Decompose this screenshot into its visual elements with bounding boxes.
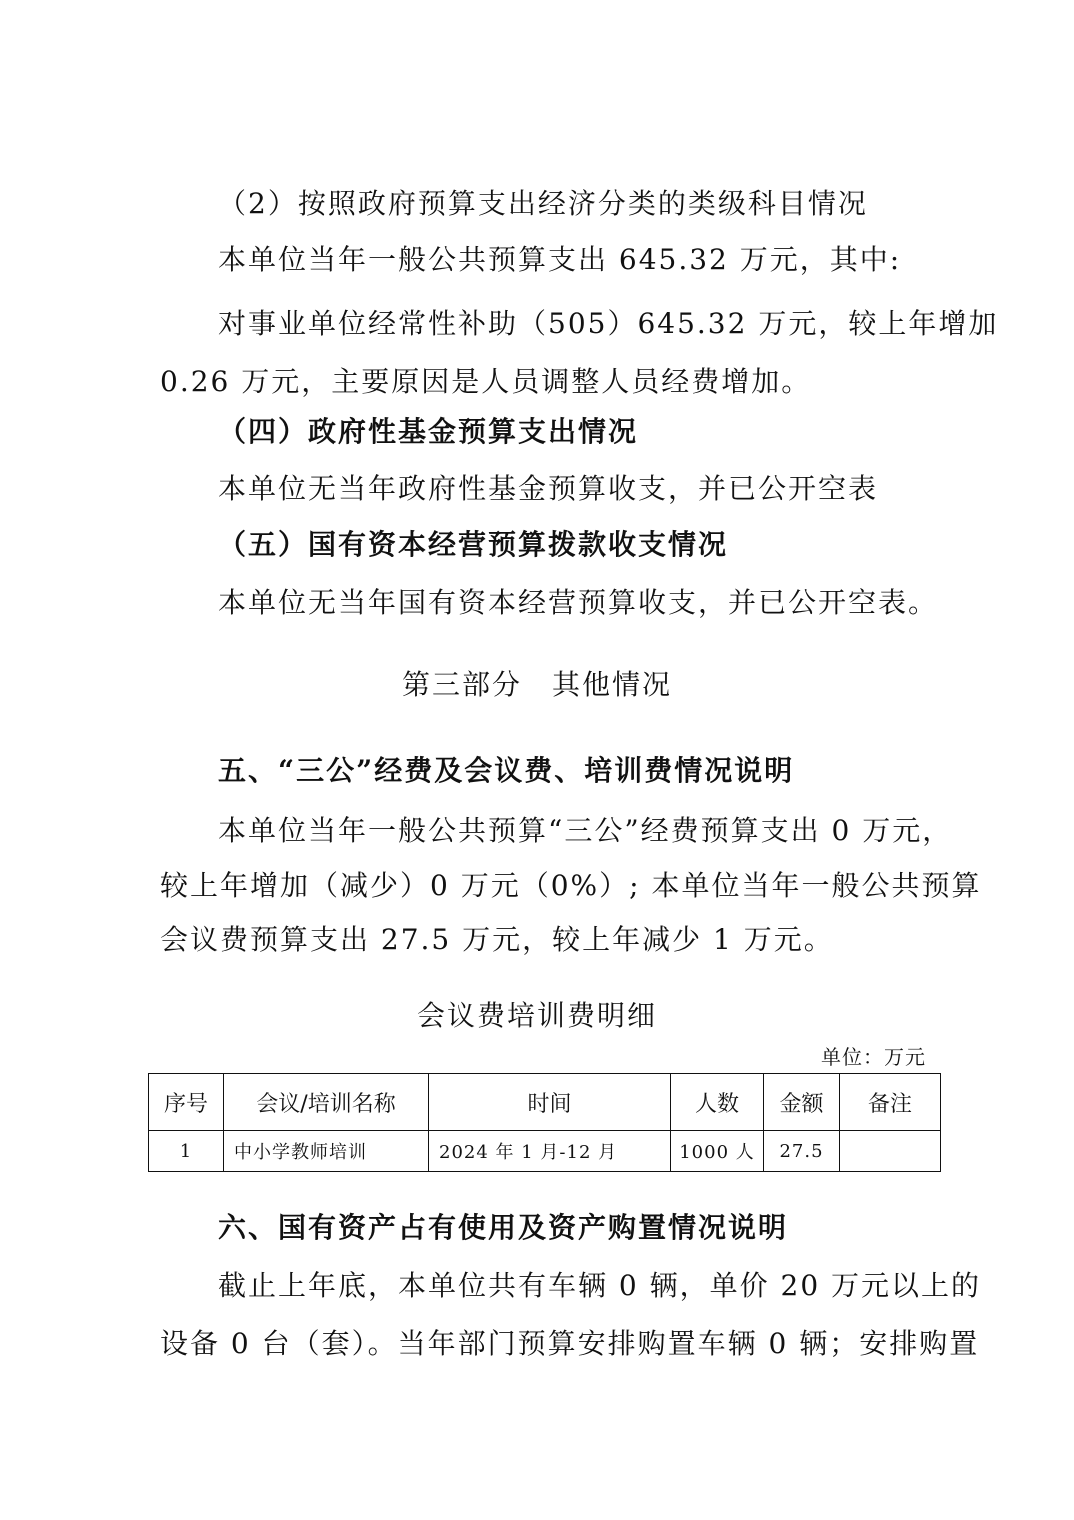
header-amount: 金额 [764,1074,840,1131]
heading-government-fund: （四）政府性基金预算支出情况 [218,415,639,448]
header-people: 人数 [671,1074,764,1131]
cell-people: 1000 人 [671,1131,764,1172]
heading-state-capital: （五）国有资本经营预算拨款收支情况 [218,528,729,561]
table-title: 会议费培训费明细 [416,999,657,1032]
cell-amount: 27.5 [764,1131,840,1172]
heading-state-assets: 六、国有资产占有使用及资产购置情况说明 [218,1211,789,1244]
section-title-part-three: 第三部分 其他情况 [401,668,672,701]
header-time: 时间 [429,1074,671,1131]
paragraph-economic-class: （2）按照政府预算支出经济分类的类级科目情况 [218,187,868,220]
paragraph-state-capital: 本单位无当年国有资本经营预算收支，并已公开空表。 [218,586,939,619]
paragraph-assets-line1: 截止上年底，本单位共有车辆 0 辆，单价 20 万元以上的 [218,1269,982,1302]
cell-note [840,1131,941,1172]
paragraph-subsidy-line2: 0.26 万元，主要原因是人员调整人员经费增加。 [160,365,812,398]
paragraph-three-public-line1: 本单位当年一般公共预算“三公”经费预算支出 0 万元， [218,814,953,847]
meeting-training-table [148,1073,941,1172]
header-seq: 序号 [149,1074,224,1131]
paragraph-assets-line2: 设备 0 台（套）。当年部门预算安排购置车辆 0 辆；安排购置 [160,1327,980,1360]
cell-time: 2024 年 1 月-12 月 [429,1131,671,1172]
paragraph-three-public-line3: 会议费预算支出 27.5 万元，较上年减少 1 万元。 [160,923,834,956]
paragraph-subsidy-line1: 对事业单位经常性补助（505）645.32 万元，较上年增加 [218,307,999,340]
paragraph-three-public-line2: 较上年增加（减少）0 万元（0%）; 本单位当年一般公共预算 [160,869,982,902]
paragraph-general-budget: 本单位当年一般公共预算支出 645.32 万元，其中: [218,243,902,276]
header-note: 备注 [840,1074,941,1131]
table-row [149,1131,941,1172]
table-unit: 单位：万元 [821,1045,926,1069]
header-name: 会议/培训名称 [224,1074,429,1131]
cell-seq: 1 [149,1131,224,1172]
heading-three-public-expenses: 五、“三公”经费及会议费、培训费情况说明 [218,754,795,787]
table-header-row [149,1074,941,1131]
paragraph-government-fund: 本单位无当年政府性基金预算收支，并已公开空表 [218,472,879,505]
cell-name: 中小学教师培训 [224,1131,429,1172]
